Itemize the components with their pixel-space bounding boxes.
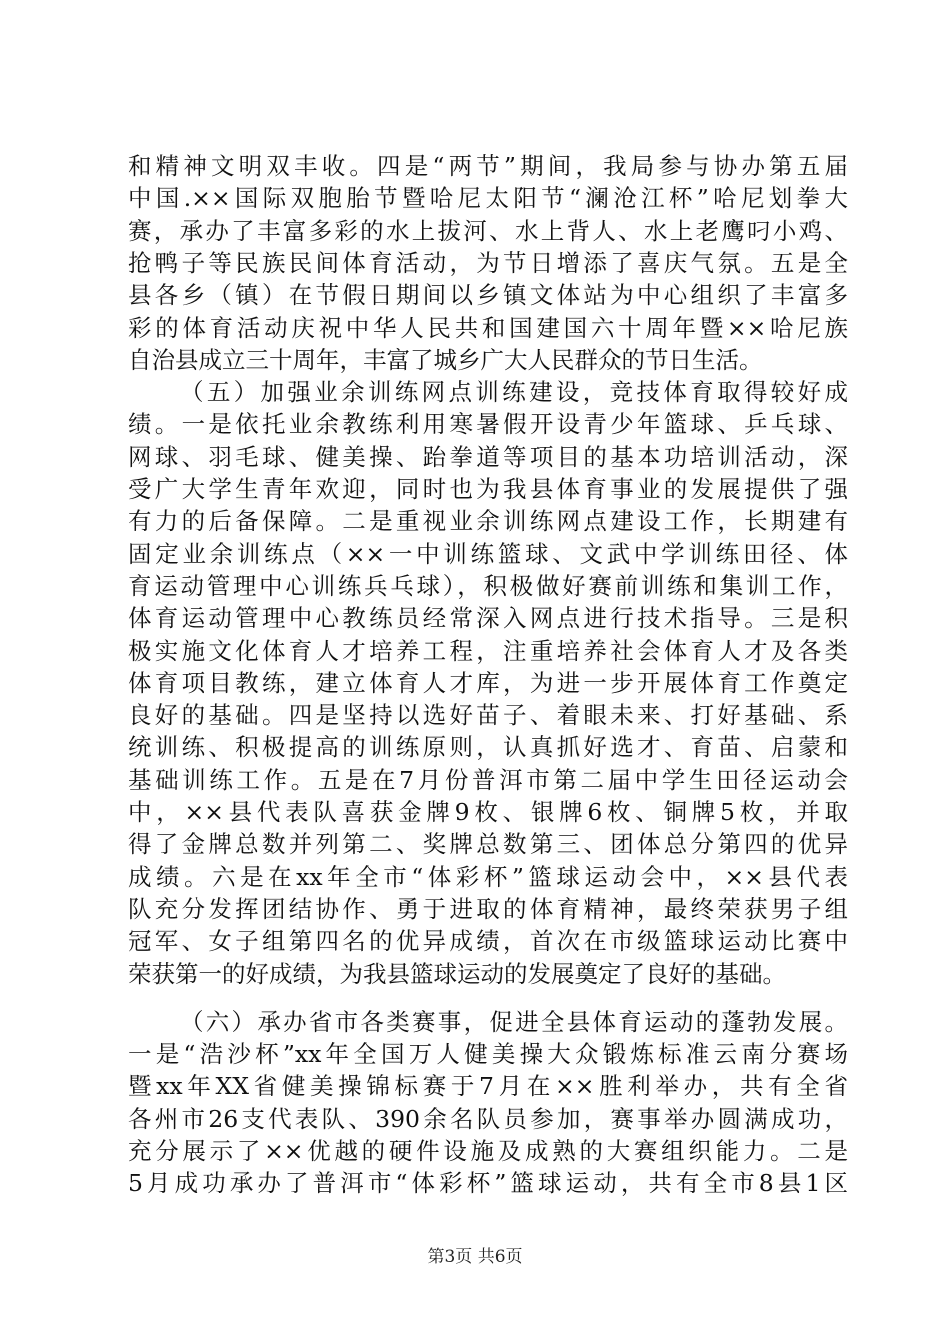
text-line: 5月成功承办了普洱市“体彩杯”篮球运动，共有全市8县1区: [128, 1169, 848, 1198]
text-line: 县各乡（镇）在节假日期间以乡镇文体站为中心组织了丰富多: [128, 281, 848, 310]
text-line: 统训练、积极提高的训练原则，认真抓好选才、育苗、启蒙和: [128, 733, 848, 762]
text-line: 各州市26支代表队、390余名队员参加，赛事举办圆满成功，: [128, 1104, 848, 1133]
text-line: 自治县成立三十周年，丰富了城乡广大人民群众的节日生活。: [128, 345, 763, 374]
text-line: 队充分发挥团结协作、勇于进取的体育精神，最终荣获男子组: [128, 894, 848, 923]
text-line: 受广大学生青年欢迎，同时也为我县体育事业的发展提供了强: [128, 475, 848, 503]
text-line: 得了金牌总数并列第二、奖牌总数第三、团体总分第四的优异: [128, 830, 848, 859]
text-line: 赛，承办了丰富多彩的水上拔河、水上背人、水上老鹰叼小鸡、: [128, 216, 848, 245]
text-line: 网球、羽毛球、健美操、跆拳道等项目的基本功培训活动，深: [128, 442, 848, 471]
page-number-footer: 第3页 共6页: [427, 1247, 523, 1267]
text-line: 固定业余训练点（××一中训练篮球、文武中学训练田径、体: [128, 539, 848, 568]
text-line: 中国.××国际双胞胎节暨哈尼太阳节“澜沧江杯”哈尼划拳大: [128, 184, 848, 213]
text-line: 成绩。六是在xx年全市“体彩杯”篮球运动会中，××县代表: [128, 862, 848, 891]
text-line: 抢鸭子等民族民间体育活动，为节日增添了喜庆气氛。五是全: [128, 248, 848, 277]
text-line: 体育运动管理中心教练员经常深入网点进行技术指导。三是积: [128, 604, 848, 633]
text-line: 荣获第一的好成绩，为我县篮球运动的发展奠定了良好的基础。: [128, 959, 786, 988]
text-line: 暨xx年XX省健美操锦标赛于7月在××胜利举办，共有全省: [128, 1072, 848, 1101]
text-line: 绩。一是依托业余教练利用寒暑假开设青少年篮球、乒乓球、: [128, 410, 848, 439]
text-line: 基础训练工作。五是在7月份普洱市第二届中学生田径运动会: [128, 765, 848, 794]
text-line: 有力的后备保障。二是重视业余训练网点建设工作，长期建有: [128, 507, 848, 536]
paragraph-heading-line: （五）加强业余训练网点训练建设，竞技体育取得较好成: [180, 378, 848, 407]
text-line: 良好的基础。四是坚持以选好苗子、着眼未来、打好基础、系: [128, 701, 848, 730]
text-line: 充分展示了××优越的硬件设施及成熟的大赛组织能力。二是: [128, 1137, 848, 1165]
text-line: 冠军、女子组第四名的优异成绩，首次在市级篮球运动比赛中: [128, 927, 848, 956]
text-line: 一是“浩沙杯”xx年全国万人健美操大众锻炼标准云南分赛场: [128, 1040, 848, 1069]
text-line: 和精神文明双丰收。四是“两节”期间，我局参与协办第五届: [128, 152, 848, 180]
text-line: 中，××县代表队喜获金牌9枚、银牌6枚、铜牌5枚，并取: [128, 798, 848, 826]
text-line: 极实施文化体育人才培养工程，注重培养社会体育人才及各类: [128, 636, 848, 665]
text-line: 彩的体育活动庆祝中华人民共和国建国六十周年暨××哈尼族: [128, 313, 848, 342]
text-line: 育运动管理中心训练兵乓球），积极做好赛前训练和集训工作，: [128, 571, 848, 600]
paragraph-heading-line: （六）承办省市各类赛事，促进全县体育运动的蓬勃发展。: [180, 1007, 848, 1036]
text-line: 体育项目教练，建立体育人才库，为进一步开展体育工作奠定: [128, 668, 848, 697]
